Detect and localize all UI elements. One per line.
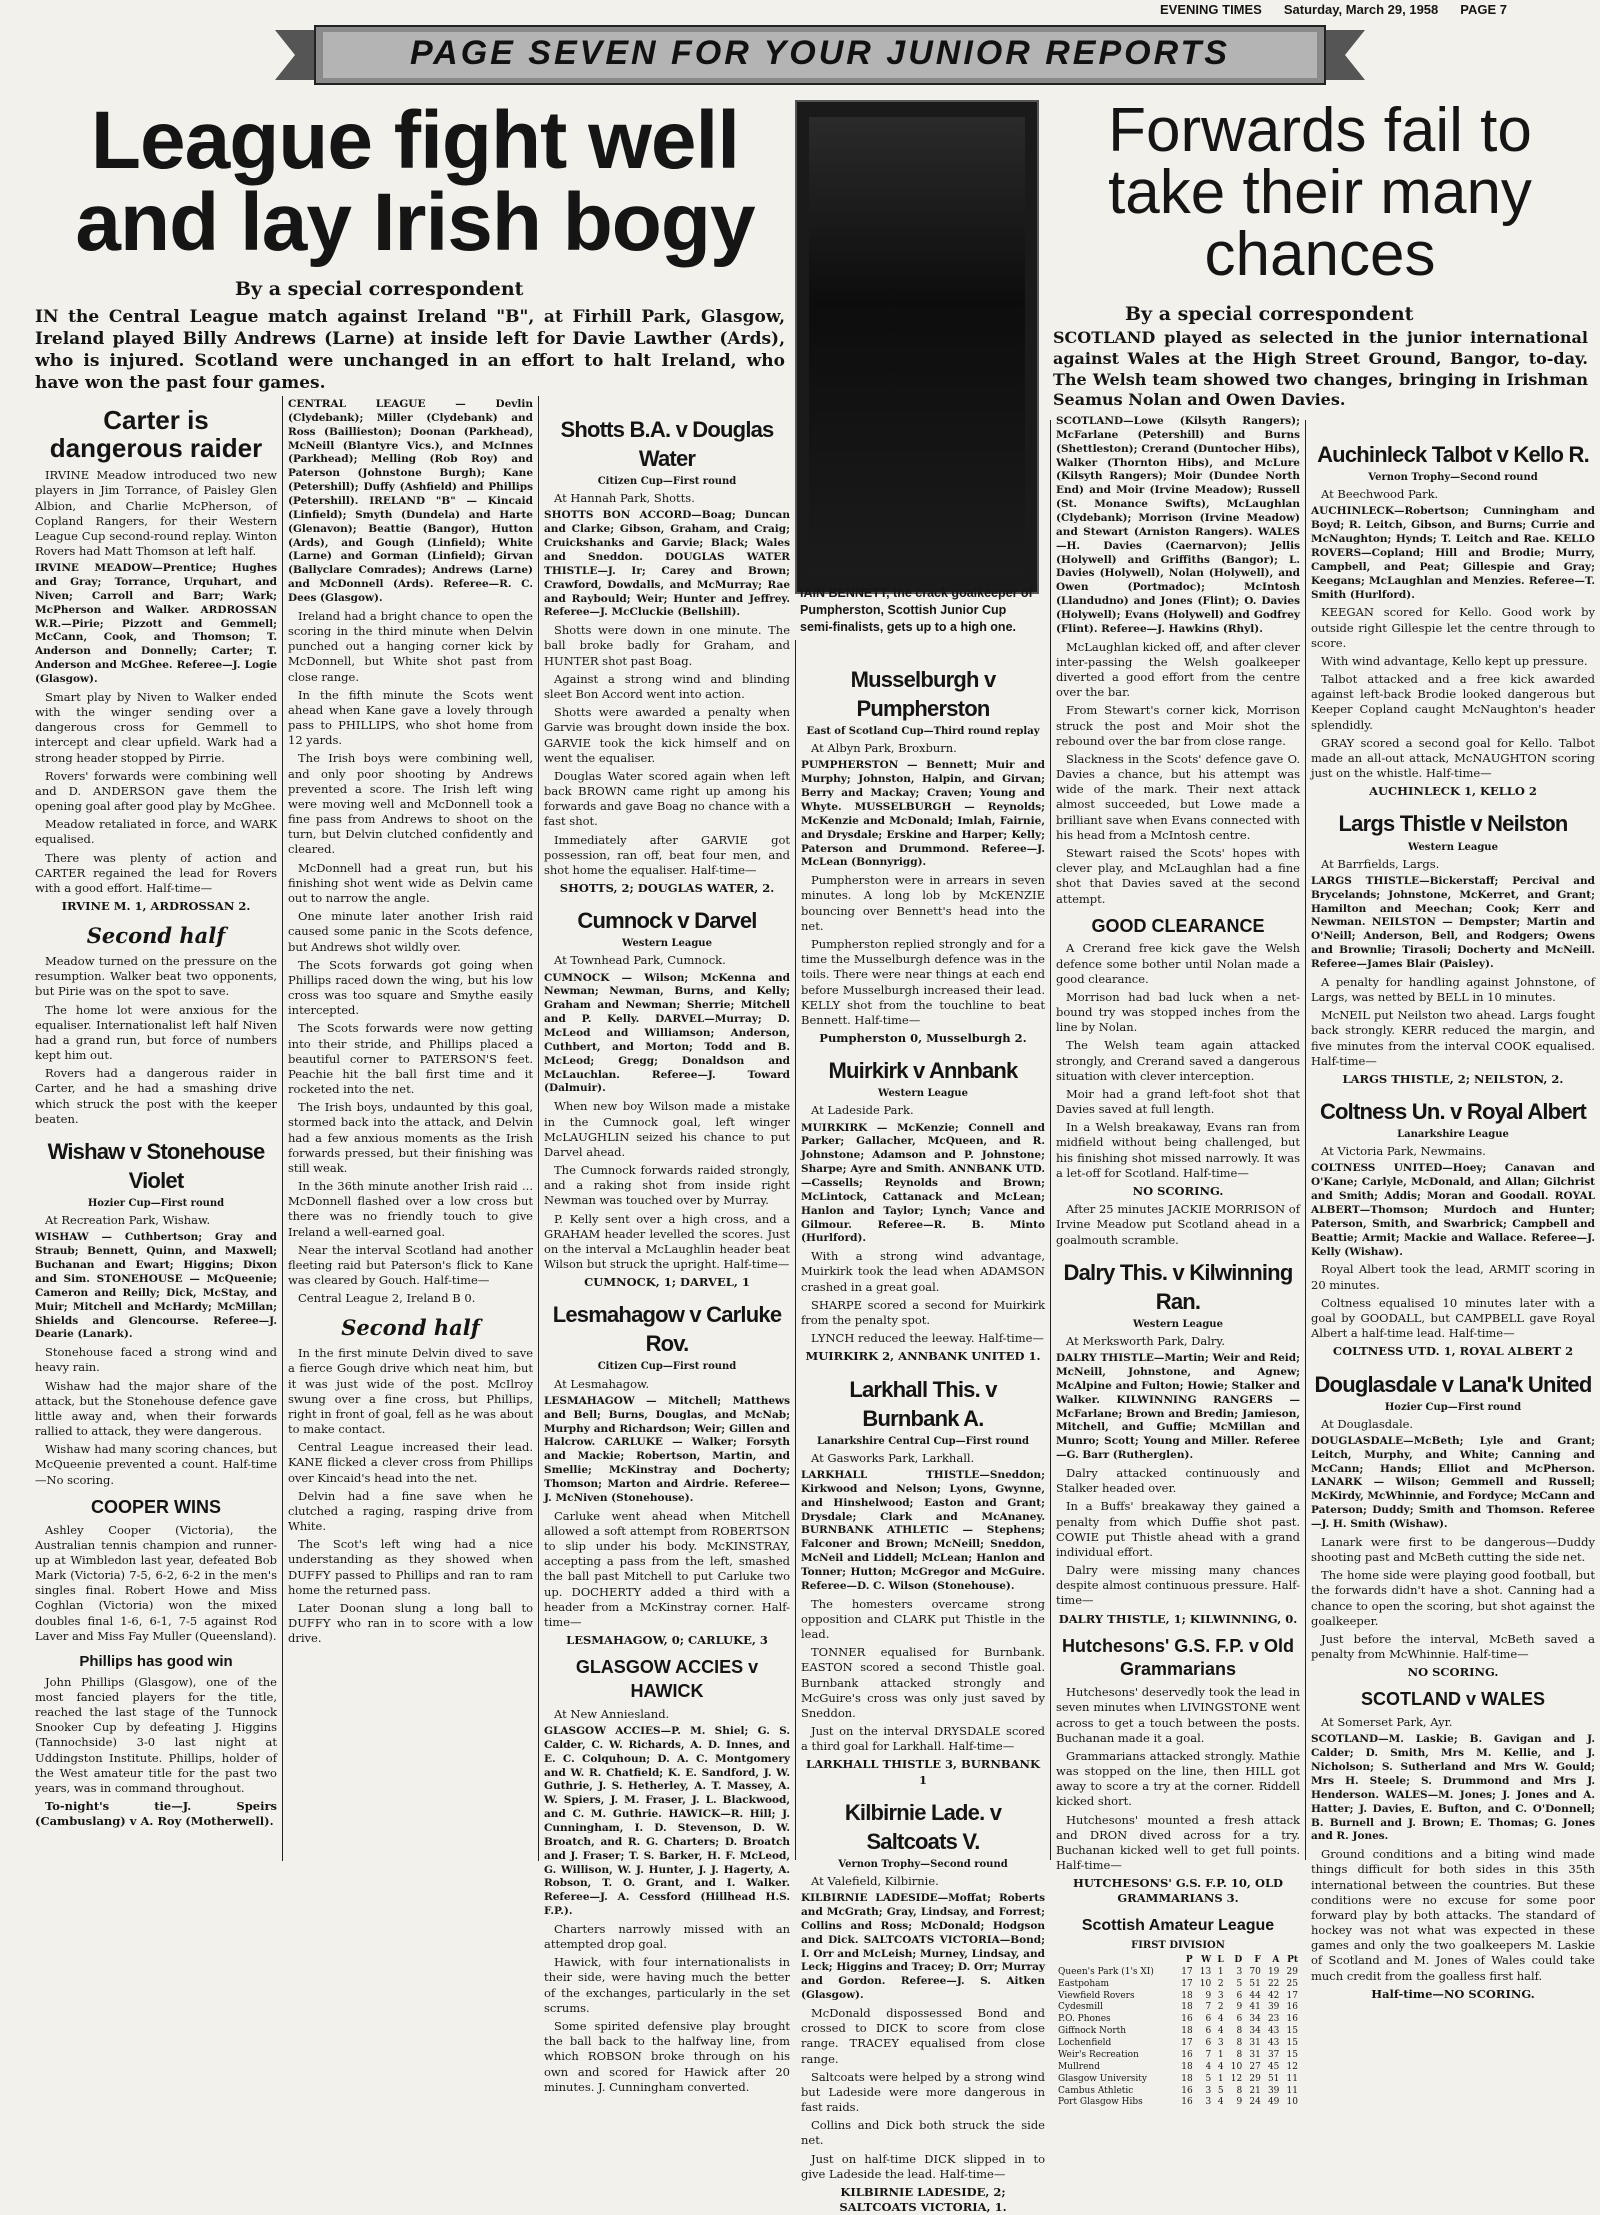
table-cell: 3 <box>1205 2097 1212 2108</box>
table-header-row <box>1056 1955 1300 1967</box>
table-cell: 6 <box>1205 2026 1212 2037</box>
lead-headline: League fight well and lay Irish bogy <box>75 95 755 268</box>
table-cell: Giffnock North <box>1058 2026 1127 2037</box>
table-cell: 4 <box>1205 2061 1212 2072</box>
table-cell: 21 <box>1249 2085 1261 2096</box>
table-cell: 49 <box>1267 2097 1280 2108</box>
lesmahagow-headline: Lesmahagow v Carluke Rov. <box>552 1302 782 1357</box>
table-cell: 9 <box>1236 2097 1243 2108</box>
table-cell: Weir's Recreation <box>1058 2049 1139 2060</box>
shotts-headline: Shotts B.A. v Douglas Water <box>560 417 774 472</box>
table-cell: 2 <box>1217 2002 1224 2013</box>
good-clearance-heading: GOOD CLEARANCE <box>1091 915 1265 936</box>
table-row <box>1056 2026 1300 2038</box>
goalkeeper-photo <box>795 100 1039 594</box>
table-cell: 1 <box>1217 2073 1224 2084</box>
table-cell: 15 <box>1286 2049 1298 2060</box>
table-cell: 39 <box>1267 2002 1280 2013</box>
scotland-wales-hockey-headline: SCOTLAND v WALES <box>1360 1689 1545 1710</box>
scotland-wales-teams: SCOTLAND—Lowe (Kilsyth Rangers); McFarlane (Petershill) and Burns (Shettleston); Crerand (Duntocher Hibs), Walker (Thornton Hibs), and McLure (Kilsyth Rangers); Moir (Dundee North End) and Moir (Irvine Meadow); Russell (St. Monance Swifts), McLaughlan (Clydebank); Morrison (Irvine Meadow) and Stewart (Arniston Rangers). WALES—H. Davies (Caernarvon); Jellis (Holywell) and Griffiths (Bangor); L. Davies (Holywell), Nolan (Holywell), and Owen (Portmadoc); McIntosh (Llandudno) and Jones (Flint); O. Davies (Holywell); Evans (Holywell) and Godfrey (Flint). Referee—J. Hawkins (Rhyl). <box>1056 415 1300 635</box>
table-cell: 22 <box>1267 1978 1280 1989</box>
table-cell: 34 <box>1249 2026 1261 2037</box>
right-byline: By a special correspondent <box>1125 303 1414 325</box>
table-cell: 34 <box>1249 2014 1261 2025</box>
table-cell: 23 <box>1267 2014 1280 2025</box>
table-cell: 17 <box>1181 1978 1193 1989</box>
column-2: CENTRAL LEAGUE — Devlin (Clydebank); Miller (Clydebank) and Ross (Baillieston); Doonan (Parkhead), McNeill (Blantyre Vics.), and McInnes (Parkhead); Melling (Rob Roy) and Paterson (Johnstone Burgh); Kane (Petershill); Duffy (Ashfield) and Phillips (Petershill). IRELAND "B" — Kincaid (Linfield); Smyth (Dundela) and Harte (Glenavon); Beattie (Bangor), Hutton (Ards), and Gough (Linfield); White (Larne) and Gorman (Linfield); Girvan (Ballyclare Comrades); Andrews (Larne) and McDonnell (Ards). Referee—R. C. Dees (Glasgow). Ireland had a bright chance to open the scoring in the third minute when Delvin punched out a hanging corner kick by McDonnell, but White shot past from close range. In the fifth minute the Scots went ahead when Kane gave a lovely through pass to PHILLIPS, who shot home from 12 yards. The Irish boys were combining well, and only poor shooting by Andrews prevented a score. The Irish left wing were moving well and McDonnell took a fine pass from Andrews to shoot on the turn, but Delvin clutched confidently and cleared. McDonnell had a great run, but his finishing shot went wide as Delvin came out to narrow the angle. One minute later another Irish raid caused some panic in the Scots defence, but Andrews shot wildly over. The Scots forwards got going when Phillips raced down the wing, but his low cross was too square and Smythe easily intercepted. The Scots forwards were now getting into their stride, and Phillips placed a beautiful corner to PATERSON'S feet. Peachie hit the ball first time and it rocketed into the net. The Irish boys, undaunted by this goal, stormed back into the attack, and Delvin had a few anxious moments as the Irish forwards pressed, but their finishing was still weak. In the 36th minute another Irish raid ... McDonnell flashed over a low cross but there was no friendly touch to give Ireland a well-earned goal. Near the interval Scotland had another fleeting raid but Paterson's flick to Kane was cleared by Gouch. Half-time— Central League 2, Ireland B 0. Second half In the first minute Delvin dived to save a fierce Gough drive which neat him, but it was just wide of the post. McIlroy swung over a fine cross, but Phillips, right in front of goal, fell as he was about to make contact. Central League increased their lead. KANE flicked a clever cross from Phillips over Kincaid's head into the net. Delvin had a fine save when he clutched a raging, rasping drive from White. The Scot's left wing had a nice understanding as they showed when DUFFY passed to Phillips and ran to ram home the returned pass. Later Doonan slung a long ball to DUFFY who ran in to score with a low drive. <box>288 398 533 1646</box>
table-cell: 5 <box>1217 2085 1224 2096</box>
table-cell: 29 <box>1249 2073 1261 2084</box>
table-cell: 43 <box>1267 2026 1280 2037</box>
table-cell: 7 <box>1205 2002 1212 2013</box>
table-cell: 1 <box>1217 1966 1224 1977</box>
table-cell: 27 <box>1249 2061 1261 2072</box>
table-cell: 8 <box>1236 2049 1243 2060</box>
masthead <box>1160 2 1590 17</box>
table-row <box>1056 2074 1300 2086</box>
lead-intro: IN the Central League match against Ireland "B", at Firhill Park, Glasgow, Ireland played Billy Andrews (Larne) at inside left for Davie Lawther (Ards), who is injured. Scotland were unchanged in an effort to halt Ireland, who have won the past four games. <box>35 307 785 394</box>
right-intro: SCOTLAND played as selected in the junior international against Wales at the High Street Ground, Bangor, to-day. The Welsh team showed two changes, bringing in Irishman Seamus Nolan and Owen Davies. <box>1053 328 1588 410</box>
table-cell: 18 <box>1181 2061 1193 2072</box>
table-cell: 5 <box>1236 1978 1243 1989</box>
phillips-headline: Phillips has good win <box>79 1652 233 1670</box>
second-half-heading: Second half <box>86 923 226 949</box>
table-cell: 25 <box>1286 1978 1298 1989</box>
table-cell: 10 <box>1230 2061 1243 2072</box>
table-cell: 16 <box>1181 2097 1193 2108</box>
muirkirk-headline: Muirkirk v Annbank <box>828 1058 1018 1084</box>
table-cell: Cambus Athletic <box>1058 2085 1134 2096</box>
table-cell: 4 <box>1217 2061 1224 2072</box>
table-cell: 10 <box>1199 1978 1212 1989</box>
table-row <box>1056 2097 1300 2109</box>
table-header-cell: F <box>1254 1954 1261 1965</box>
wishaw-headline: Wishaw v Stonehouse Violet <box>47 1138 265 1193</box>
table-cell: 9 <box>1205 1990 1212 2001</box>
central-league-teams: CENTRAL LEAGUE — Devlin (Clydebank); Miller (Clydebank) and Ross (Baillieston); Doonan (Parkhead), McNeill (Blantyre Vics.), and McInnes (Parkhead); Melling (Rob Roy) and Paterson (Johnstone Burgh); Kane (Petershill); Duffy (Ashfield) and Phillips (Petershill). IRELAND "B" — Kincaid (Linfield); Smyth (Dundela) and Harte (Glenavon); Beattie (Bangor), Hutton (Ards), and Gough (Linfield); White (Larne) and Gorman (Linfield); Girvan (Ballyclare Comrades); Andrews (Larne) and McDonnell (Ards). Referee—R. C. Dees (Glasgow). <box>288 398 533 605</box>
table-header-cell: P <box>1185 1954 1193 1965</box>
central-halftime: Central League 2, Ireland B 0. <box>298 1291 476 1306</box>
table-cell: 31 <box>1249 2038 1261 2049</box>
largs-headline: Largs Thistle v Neilston <box>1338 811 1568 837</box>
table-header-cell: L <box>1217 1954 1224 1965</box>
table-cell: 4 <box>1217 2026 1224 2037</box>
table-row <box>1056 1991 1300 2003</box>
auchinleck-headline: Auchinleck Talbot v Kello R. <box>1317 442 1589 467</box>
table-cell: Port Glasgow Hibs <box>1058 2097 1143 2108</box>
table-cell: 51 <box>1249 1978 1261 1989</box>
banner-title: PAGE SEVEN FOR YOUR JUNIOR REPORTS <box>410 34 1230 72</box>
table-header-cell: D <box>1234 1954 1243 1965</box>
lead-byline: By a special correspondent <box>235 278 524 300</box>
musselburgh-headline: Musselburgh v Pumpherston <box>850 667 996 722</box>
table-cell: 24 <box>1249 2097 1261 2108</box>
table-cell: 42 <box>1267 1990 1280 2001</box>
table-cell: 3 <box>1205 2085 1212 2096</box>
larkhall-headline: Larkhall This. v Burnbank A. <box>849 1376 997 1431</box>
table-cell: 11 <box>1286 2085 1298 2096</box>
coltness-headline: Coltness Un. v Royal Albert <box>1319 1099 1587 1125</box>
table-cell: 3 <box>1217 1990 1224 2001</box>
table-cell: 44 <box>1249 1990 1261 2001</box>
table-row <box>1056 2086 1300 2098</box>
table-cell: 4 <box>1217 2097 1224 2108</box>
table-cell: 15 <box>1286 2038 1298 2049</box>
table-row <box>1056 2050 1300 2062</box>
issue-date: Saturday, March 29, 1958 <box>1283 2 1439 17</box>
table-cell: 18 <box>1181 2073 1193 2084</box>
paper-name: EVENING TIMES <box>1160 2 1262 17</box>
column-6: Auchinleck Talbot v Kello R. Vernon Trophy—Second round At Beechwood Park. AUCHINLECK—Robertson; Cunningham and Boyd; R. Leitch, Gibson, and Burns; Currie and McNaughton; Hynds; T. Leitch and Rae. KELLO ROVERS—Copland; Hill and Brodie; Murry, Campbell, and Peat; Gillespie and Gray; Keegans; McLaughlan and Menzies. Referee—T. Smith (Hurlford). KEEGAN scored for Kello. Good work by outside right Gillespie let the centre through to score. With wind advantage, Kello kept up pressure. Talbot attacked and a free kick awarded against left-back Brodie looked dangerous but Keeper Copland caught McNaughton's header splendidly. GRAY scored a second goal for Kello. Talbot made an all-out attack, McNAUGHTON scoring just on the whistle. Half-time— AUCHINLECK 1, KELLO 2 Largs Thistle v Neilston Western League At Barrfields, Largs. LARGS THISTLE—Bickerstaff; Percival and Brycelands; Johnstone, McKerret, and Grant; Hamilton and Meechan; Cook; Kerr and Newman. NEILSTON — Dempster; Martin and O'Neill; Anderson, Bell, and Rodgers; Owens and Brownlie; Tirasoli; Docherty and McNeill. Referee—James Blair (Paisley). A penalty for handling against Johnstone, of Largs, was netted by BELL in 10 minutes. McNEIL put Neilston two ahead. Largs fought back strongly. KERR reduced the margin, and five minutes from the interval COOK equalised. Half-time— LARGS THISTLE, 2; NEILSTON, 2. Coltness Un. v Royal Albert Lanarkshire League At Victoria Park, Newmains. COLTNESS UNITED—Hoey; Canavan and O'Kane; Carlyle, McDonald, and Allan; Gilchrist and Smith; Addis; Moran and Goodall. ROYAL ALBERT—Thomson; Murdoch and Hunter; Paterson, Smith, and Swarbrick; Campbell and Beattie; Armit; Mackie and Wallace. Referee—J. Kelly (Wishaw). Royal Albert took the lead, ARMIT scoring in 20 minutes. Coltness equalised 10 minutes later with a goal by GOODALL, but CAMPBELL gave Royal Albert a half-time lead. Half-time— COLTNESS UTD. 1, ROYAL ALBERT 2 Douglasdale v Lana'k United Hozier Cup—First round At Douglasdale. DOUGLASDALE—McBeth; Lyle and Grant; Leitch, Murphy, and White; Canning and McCann; Hands; Elliot and McPherson. LANARK — Wilson; Gemmell and Russell; McKirdy, McWhinnie, and Fordyce; McCann and Paterson; Duddy; Smith and Thomson. Referee—J. H. Smith (Wishaw). Lanark were first to be dangerous—Duddy shooting past and McBeth cutting the side net. The home side were playing good football, but the forwards didn't have a shot. Canning had a chance to open the scoring, but shot against the goalkeeper. Just before the interval, McBeth saved a penalty from McWhinnie. Half-time— NO SCORING. SCOTLAND v WALES At Somerset Park, Ayr. SCOTLAND—M. Laskie; B. Gavigan and J. Calder; D. Smith, Mrs M. Kellie, and J. Nicholson; S. Sutherland and Mrs W. Gould; Mrs H. Steele; S. Drummond and Mrs J. Henderson. WALES—M. Jones; J. Jones and A. Hatter; J. Davies, E. Bufton, and C. O'Donnell; B. Burnell and J. Brown; E. Thomas; G. Jones and R. Jones. Ground conditions and a biting wind made things difficult for both sides in this 35th international between the countries. But these conditions were no excuse for some poor forward play by both attacks. The standard of hockey was not what was expected in these games and only the two goalkeepers M. Laskie of Scotland and M. Jones of Wales could take much credit from the goalless first half. Half-time—NO SCORING. <box>1311 442 1595 2001</box>
table-cell: 17 <box>1181 2038 1193 2049</box>
table-cell: 29 <box>1286 1966 1298 1977</box>
column-4: Musselburgh v Pumpherston East of Scotland Cup—Third round replay At Albyn Park, Broxburn. PUMPHERSTON — Bennett; Muir and Murphy; Johnston, Halpin, and Girvan; Berry and Mackay; Craven; Young and Whyte. MUSSELBURGH — Reynolds; McKenzie and McDonald; Imlah, Fairnie, and Drysdale; Erskine and Harper; Kelly; Paterson and Drummond. Referee—J. McLean (Bonnyrigg). Pumpherston were in arrears in seven minutes. A long lob by McKENZIE bouncing over Bennett's head into the net. Pumpherston replied strongly and for a time the Musselburgh defence was in the toils. There were near things at each end before Musselburgh increased their lead. KELLY shot from the touchline to beat Bennett. Half-time— Pumpherston 0, Musselburgh 2. Muirkirk v Annbank Western League At Ladeside Park. MUIRKIRK — McKenzie; Connell and Parker; Gallacher, McQueen, and R. Johnstone; Adamson and P. Johnstone; Sharpe; Ayre and Smith. ANNBANK UTD.—Cassells; Reynolds and Brown; McLintock, Cattanack and McLean; Hanlon and Taylor; Lynch; Vance and Gilmour. Referee—R. B. Minto (Hurlford). With a strong wind advantage, Muirkirk took the lead when ADAMSON crashed in a great goal. SHARPE scored a second for Muirkirk from the penalty spot. LYNCH reduced the leeway. Half-time— MUIRKIRK 2, ANNBANK UNITED 1. Larkhall This. v Burnbank A. Lanarkshire Central Cup—First round At Gasworks Park, Larkhall. LARKHALL THISTLE—Sneddon; Kirkwood and Nelson; Lyons, Gwynne, and Hinshelwood; Easton and Grant; Drysdale; Clark and McAnaney. BURNBANK ATHLETIC — Stephens; Falconer and Brown; McNeill; Sneddon, McNeil and Liddell; McLean; Hanlon and Tonner; Hutton; McGregor and McGuire. Referee—D. C. Wilson (Stonehouse). The homesters overcame strong opposition and CLARK put Thistle in the lead. TONNER equalised for Burnbank. EASTON scored a second Thistle goal. Burnbank attacked strongly and McGuire's cross was only just saved by Sneddon. Just on the interval DRYSDALE scored a third goal for Larkhall. Half-time— LARKHALL THISTLE 3, BURNBANK 1 Kilbirnie Lade. v Saltcoats V. Vernon Trophy—Second round At Valefield, Kilbirnie. KILBIRNIE LADESIDE—Moffat; Roberts and McGrath; Gray, Lindsay, and Forrest; Collins and Ross; McDonald; Hodgson and Dick. SALTCOATS VICTORIA—Bond; I. Orr and McLeish; Murney, Lindsay, and Leck; Higgins and Tracey; D. Orr; Murray and Gordon. Referee—J. S. Aitken (Glasgow). McDonald dispossessed Bond and crossed to DICK to score from close range. TRACEY equalised from close range. Saltcoats were helped by a strong wind but Ladeside were more dangerous in fast raids. Collins and Dick both struck the side net. Just on half-time DICK slipped in to give Ladeside the lead. Half-time— KILBIRNIE LADESIDE, 2; SALTCOATS VICTORIA, 1. <box>801 667 1045 2215</box>
table-cell: 16 <box>1181 2014 1193 2025</box>
table-row <box>1056 2062 1300 2074</box>
table-cell: 4 <box>1217 2014 1224 2025</box>
table-cell: 39 <box>1267 2085 1280 2096</box>
right-headline: Forwards fail to take their many chances <box>1108 96 1532 289</box>
league-table <box>1056 1955 1300 2109</box>
column-5: SCOTLAND—Lowe (Kilsyth Rangers); McFarlane (Petershill) and Burns (Shettleston); Crerand (Duntocher Hibs), Walker (Thornton Hibs), and McLure (Kilsyth Rangers); Moir (Dundee North End) and Moir (Irvine Meadow); Russell (St. Monance Swifts), McLaughlan (Clydebank); Morrison (Irvine Meadow) and Stewart (Arniston Rangers). WALES—H. Davies (Caernarvon); Jellis (Holywell) and Griffiths (Bangor); L. Davies (Holywell), Nolan (Holywell), and Owen (Portmadoc); McIntosh (Llandudno) and Jones (Flint); O. Davies (Holywell); Evans (Holywell) and Godfrey (Flint). Referee—J. Hawkins (Rhyl). McLaughlan kicked off, and after clever inter-passing the Welsh goalkeeper diverted a good effort from the centre over the bar. From Stewart's corner kick, Morrison struck the post and Moir shot the rebound over the bar from close range. Slackness in the Scots' defence gave O. Davies a chance, but his attempt was wide of the mark. Their next attack almost succeeded, but Lowe made a brilliant save when Evans connected with his head from a McIntosh centre. Stewart raised the Scots' hopes with clever play, and McLaughlan had a fine shot that Davies saved at the second attempt. GOOD CLEARANCE A Crerand free kick gave the Welsh defence some bother until Nolan made a good clearance. Morrison had bad luck when a net-bound try was stopped inches from the line by Nolan. The Welsh team again attacked strongly, and Crerand saved a dangerous situation with clever interception. Moir had a grand left-foot shot that Davies saved at full length. In a Welsh breakaway, Evans ran from midfield without being challenged, but his finishing shot missed narrowly. It was a let-off for Scotland. Half-time— NO SCORING. After 25 minutes JACKIE MORRISON of Irvine Meadow put Scotland ahead in a goalmouth scramble. Dalry This. v Kilwinning Ran. Western League At Merksworth Park, Dalry. DALRY THISTLE—Martin; Weir and Reid; McNeill, Johnstone, and Agnew; McAlpine and Fulton; Howie; Stalker and Walker. KILWINNING RANGERS — McFarlane; Brown and Bredin; Jamieson, Mitchell, and Guffie; McMillan and Munro; Scott; Young and Miller. Referee—G. Barr (Rutherglen). Dalry attacked continuously and Stalker headed over. In a Buffs' breakaway they gained a penalty from which Duffie shot past. COWIE put Thistle ahead with a grand individual effort. Dalry were missing many chances despite almost continuous pressure. Half-time— DALRY THISTLE, 1; KILWINNING, 0. Hutchesons' G.S. F.P. v Old Grammarians Hutchesons' deservedly took the lead in seven minutes when LIVINGSTONE went across to get a touch between the posts. Buchanan made it a goal. Grammarians attacked strongly. Mathie was stopped on the line, then HILL got away to score a try at the corner. Riddell kicked short. Hutchesons' mounted a fresh attack and DRON dived across for a try. Buchanan kicked well to get full points. Half-time— HUTCHESONS' G.S. F.P. 10, OLD GRAMMARIANS 3. Scottish Amateur League FIRST DIVISION P W L D F A Pt Queen's Park (1's XI) 17 13 1 3 70 19 29 Eastpoham 17 10 2 5 51 22 25 Viewfield Rovers 18 9 3 6 44 42 17 Cydesmill 18 7 2 9 41 39 16 P.O. Phones 16 6 4 6 34 23 16 Giffnock North 18 6 4 8 34 43 15 Lochenfield 17 6 3 8 31 43 15 Weir's Recreation 16 7 1 8 31 37 15 Mullrend 18 4 4 10 27 45 12 Glasgow University 18 5 1 12 29 51 11 Cambus Athletic 16 3 5 8 21 39 11 Port Glasgow Hibs 16 3 4 9 24 49 10 <box>1056 415 1300 2108</box>
table-cell: 10 <box>1286 2097 1298 2108</box>
lead-second-half-heading: Second half <box>341 1315 480 1341</box>
table-cell: 41 <box>1249 2002 1261 2013</box>
table-cell: Eastpoham <box>1058 1978 1110 1989</box>
photo-caption: IAIN BENNETT, the crack goalkeeper of Pumpherston, Scottish Junior Cup semi-finalists, gets up to a high one. <box>800 586 1033 634</box>
table-cell: 19 <box>1267 1966 1280 1977</box>
table-row <box>1056 2038 1300 2050</box>
table-cell: Viewfield Rovers <box>1058 1990 1135 2001</box>
table-cell: 8 <box>1236 2085 1243 2096</box>
table-cell: 16 <box>1286 2002 1298 2013</box>
table-cell: 18 <box>1181 1990 1193 2001</box>
table-cell: 43 <box>1267 2038 1280 2049</box>
cooper-headline: COOPER WINS <box>90 1496 221 1517</box>
carter-headline: Carter is dangerous raider <box>49 405 263 464</box>
table-cell: 16 <box>1286 2014 1298 2025</box>
column-3: Shotts B.A. v Douglas Water Citizen Cup—First round At Hannah Park, Shotts. SHOTTS BON ACCORD—Boag; Duncan and Clarke; Gibson, Graham, and Craig; Cruickshanks and Garvie; Black; Wales and Sneddon. DOUGLAS WATER THISTLE—J. Ir; Carey and Brown; Crawford, Dowdalls, and McMurray; Rae and Raybould; Weir; Hunter and Jeffrey. Referee—J. McCluckie (Bellshill). Shotts were down in one minute. The ball broke badly for Graham, and HUNTER shot past Boag. Against a strong wind and blinding sleet Bon Accord went into action. Shotts were awarded a penalty when Garvie was brought down inside the box. GARVIE took the kick himself and on went the equaliser. Douglas Water scored again when left back BROWN came right up among his forwards and gave Boag no chance with a fast shot. Immediately after GARVIE got possession, ran off, beat four men, and shot home the equaliser. Half-time— SHOTTS, 2; DOUGLAS WATER, 2. Cumnock v Darvel Western League At Townhead Park, Cumnock. CUMNOCK — Wilson; McKenna and Newman; Newman, Burns, and Kelly; Graham and Newman; Sherrie; Mitchell and P. Kelly. DARVEL—Murray; D. McLeod and Williamson; Anderson, Cuthbert, and Morton; Todd and B. McLeod; Gregg; Donaldson and McLauchlan. Referee—J. Toward (Dalmuir). When new boy Wilson made a mistake in the Cumnock goal, left winger McLAUGHLIN seized his chance to put Darvel ahead. The Cumnock forwards raided strongly, and a raking shot from inside right Newman was touched over by Murray. P. Kelly sent over a high cross, and a GRAHAM header levelled the scores. Just on the interval a McLaughlin header beat Wilson but struck the upright. Half-time— CUMNOCK, 1; DARVEL, 1 Lesmahagow v Carluke Rov. Citizen Cup—First round At Lesmahagow. LESMAHAGOW — Mitchell; Matthews and Bell; Burns, Douglas, and McNab; Murphy and Richardson; Weir; Gillen and Halcrow. CARLUKE — Walker; Forsyth and Mackie; Robertson, Martin, and Smellie; McKinstray and Docherty; Thomson; Marton and Airdrie. Referee—J. McNiven (Stonehouse). Carluke went ahead when Mitchell allowed a soft attempt from ROBERTSON to slip under his body. McKINSTRAY, accepting a pass from the left, smashed the ball past Mitchell to put Carluke two up. DOCHERTY added a third with a header from a McKinstray corner. Half-time— LESMAHAGOW, 0; CARLUKE, 3 GLASGOW ACCIES v HAWICK At New Anniesland. GLASGOW ACCIES—P. M. Shiel; G. S. Calder, C. W. Richards, A. D. Innes, and E. C. Colquhoun; D. A. C. Montgomery and W. R. Chatfield; K. E. Sandford, J. W. Guthrie, J. S. Hetherley, A. T. Massey, A. W. Spiers, J. M. Fraser, J. L. Blackwood, and C. M. Guthrie. HAWICK—R. Hill; J. Cunningham, I. D. Stevenson, D. W. Broatch, and R. G. Charters; D. Broatch and J. Fraser; T. S. Barker, H. F. McLeod, G. Willison, W. J. Hunter, J. J. Hagerty, A. Robson, T. O. Grant, and I. Walker. Referee—J. A. Cessford (Hillhead H.S. F.P.). Charters narrowly missed with an attempted drop goal. Hawick, with four internationalists in their side, were having much the better of the exchanges, particularly in the set scrums. Some spirited defensive play brought the ball back to the halfway line, from which ROBSON broke through on his own and scored for Hawick after 20 minutes. J. Cunningham converted. <box>544 417 790 2094</box>
table-header-cell: Pt <box>1287 1954 1298 1965</box>
glasgow-accies-headline: GLASGOW ACCIES v HAWICK <box>575 1657 759 1701</box>
table-cell: 12 <box>1230 2073 1243 2084</box>
table-cell: 18 <box>1181 2026 1193 2037</box>
table-cell: Glasgow University <box>1058 2073 1147 2084</box>
table-cell: Queen's Park (1's XI) <box>1058 1966 1154 1977</box>
table-cell: 6 <box>1205 2038 1212 2049</box>
table-cell: Mullrend <box>1058 2061 1100 2072</box>
table-cell: 6 <box>1236 2014 1243 2025</box>
cumnock-headline: Cumnock v Darvel <box>577 908 757 934</box>
table-cell: 17 <box>1181 1966 1193 1977</box>
table-cell: 70 <box>1249 1966 1261 1977</box>
table-cell: Cydesmill <box>1058 2002 1103 2013</box>
page-number: PAGE 7 <box>1460 2 1507 17</box>
table-cell: 3 <box>1236 1966 1243 1977</box>
column-1: Carter is dangerous raider IRVINE Meadow introduced two new players in Jim Torrance, of Paisley Glen Albion, and Charlie McPherson, of Copland Rangers, for their Western League Cup second-round replay. Winton Rovers had Matt Thomson at left half. IRVINE MEADOW—Prentice; Hughes and Gray; Torrance, Urquhart, and Niven; Carroll and Barr; Wark; McPherson and Walker. ARDROSSAN W.R.—Pirie; Pizzott and Gemmell; McCann, Cook, and Thomson; T. Anderson and Donnelly; Carter; T. Anderson and McGhee. Referee—J. Logie (Glasgow). Smart play by Niven to Walker ended with the winger sending over a dangerous cross for Gemmell to intercept and clear upfield. Wark had a strong header stopped by Pirrie. Rovers' forwards were combining well and D. ANDERSON gave them the opening goal after good play by McGhee. Meadow retaliated in force, and WARK equalised. There was plenty of action and CARTER regained the lead for Rovers with a good effort. Half-time— IRVINE M. 1, ARDROSSAN 2. Second half Meadow turned on the pressure on the resumption. Walker beat two opponents, but Pirie was on the spot to save. The home lot were anxious for the equaliser. Internationalist left half Niven had a grand run, but force of numbers kept him out. Rovers had a dangerous raider in Carter, and he had a smashing drive which struck the post with the keeper beaten. Wishaw v Stonehouse Violet Hozier Cup—First round At Recreation Park, Wishaw. WISHAW — Cuthbertson; Gray and Straub; Bennett, Quinn, and Maxwell; Buchanan and Ewart; Higgins; Dixon and Sim. STONEHOUSE — McQueenie; Cameron and Reilly; Dick, McStay, and Muir; Mitchell and McHardy; McMillan; Shields and Glencourse. Referee—J. Dearie (Lanark). Stonehouse faced a strong wind and heavy rain. Wishaw had the major share of the attack, but the Stonehouse defence gave little away and, when their forwards rallied to attack, they were dangerous. Wishaw had many scoring chances, but McQueenie prevented a count. Half-time—No scoring. COOPER WINS Ashley Cooper (Victoria), the Australian tennis champion and runner-up at Wimbledon last year, defeated Bob Mark (Victoria) 7-5, 6-2, 6-2 in the men's singles final. Robert Howe and Miss Coghlan (Victoria) won the mixed doubles final 1-6, 6-1, 7-5 against Rod Laver and Miss Fay Muller (Queensland). Phillips has good win John Phillips (Glasgow), one of the most fancied players for the title, reached the last stage of the Tunnock Snooker Cup by defeating J. Higgins (Tannochside) 3-0 last night at Uddingston Institute. Phillips, holder of the West amateur title for the past two years, was in command throughout. To-night's tie—J. Speirs (Cambuslang) v A. Roy (Motherwell). <box>35 405 277 1829</box>
table-header-cell: W <box>1201 1954 1212 1965</box>
table-cell: 37 <box>1267 2049 1280 2060</box>
irvine-result: IRVINE M. 1, ARDROSSAN 2. <box>61 899 251 914</box>
table-cell: 13 <box>1199 1966 1212 1977</box>
table-row <box>1056 2014 1300 2026</box>
table-header-cell: A <box>1272 1954 1280 1965</box>
table-cell: 51 <box>1267 2073 1280 2084</box>
table-cell: 18 <box>1181 2002 1193 2013</box>
table-row <box>1056 1967 1300 1979</box>
table-cell: 3 <box>1217 2038 1224 2049</box>
dalry-headline: Dalry This. v Kilwinning Ran. <box>1063 1259 1293 1314</box>
table-cell: 6 <box>1236 1990 1243 2001</box>
table-row <box>1056 2002 1300 2014</box>
amateur-league-heading: Scottish Amateur League <box>1081 1916 1275 1934</box>
table-cell: 15 <box>1286 2026 1298 2037</box>
table-cell: 45 <box>1267 2061 1280 2072</box>
table-cell: P.O. Phones <box>1058 2014 1111 2025</box>
table-row <box>1056 1979 1300 1991</box>
table-cell: 2 <box>1217 1978 1224 1989</box>
table-cell: 1 <box>1217 2049 1224 2060</box>
table-cell: 7 <box>1205 2049 1212 2060</box>
table-cell: 16 <box>1181 2085 1193 2096</box>
table-cell: 12 <box>1286 2061 1298 2072</box>
table-cell: 9 <box>1236 2002 1243 2013</box>
hutchesons-headline: Hutchesons' G.S. F.P. v Old Grammarians <box>1061 1635 1294 1680</box>
section-banner <box>275 22 1365 88</box>
table-cell: 16 <box>1181 2049 1193 2060</box>
table-cell: 31 <box>1249 2049 1261 2060</box>
table-cell: 8 <box>1236 2038 1243 2049</box>
douglasdale-headline: Douglasdale v Lana'k United <box>1314 1371 1592 1397</box>
table-cell: 5 <box>1205 2073 1212 2084</box>
table-cell: 17 <box>1286 1990 1298 2001</box>
table-cell: 6 <box>1205 2014 1212 2025</box>
kilbirnie-headline: Kilbirnie Lade. v Saltcoats V. <box>844 1799 1002 1854</box>
table-header-cell <box>1056 1955 1176 1967</box>
table-cell: 11 <box>1286 2073 1298 2084</box>
table-cell: 8 <box>1236 2026 1243 2037</box>
table-cell: Lochenfield <box>1058 2038 1112 2049</box>
